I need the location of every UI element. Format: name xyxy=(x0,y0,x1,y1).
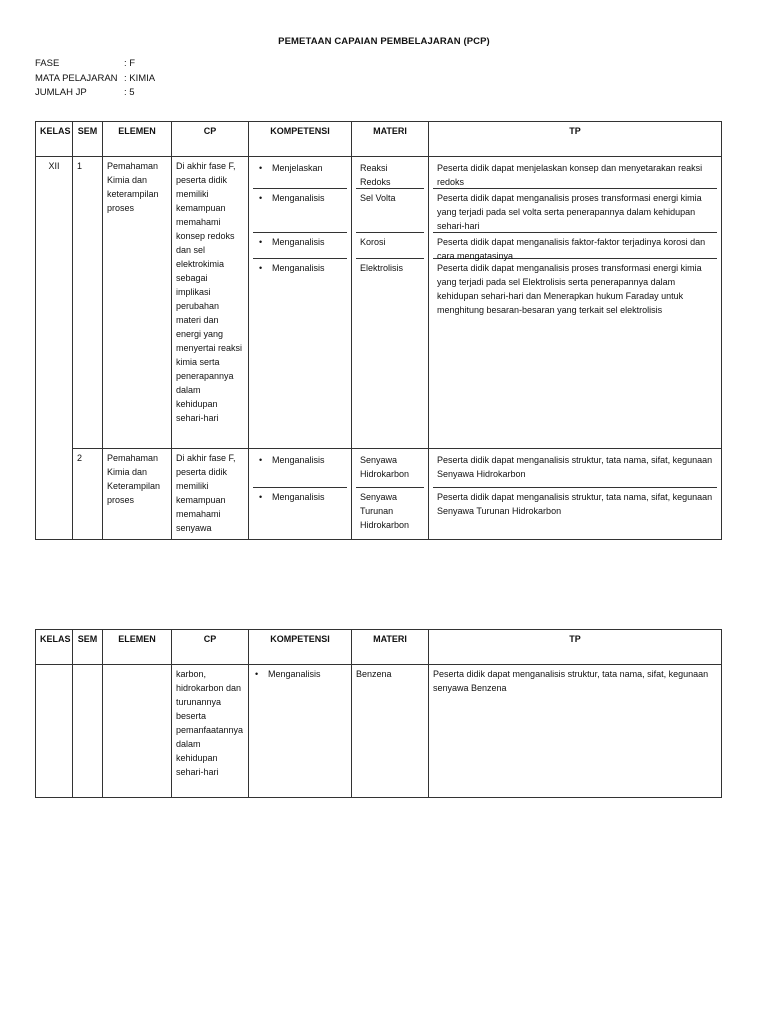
header-materi: MATERI xyxy=(352,122,429,157)
cell-kompetensi xyxy=(249,665,352,798)
materi-text: Sel Volta xyxy=(356,188,424,232)
kompetensi-text: Menganalisis xyxy=(268,669,321,679)
meta-value: : 5 xyxy=(124,87,135,98)
materi-text: Senyawa Hidrokarbon xyxy=(360,455,410,479)
cell-cp: Di akhir fase F, peserta didik memiliki kemampuan memahami senyawa xyxy=(172,449,249,540)
cell-materi-group xyxy=(352,157,429,449)
page-title: PEMETAAN CAPAIAN PEMBELAJARAN (PCP) xyxy=(278,36,490,47)
pcp-table-2 xyxy=(35,629,722,798)
bullet-icon: • xyxy=(255,669,259,679)
list-item xyxy=(253,232,347,258)
header-sem: SEM xyxy=(73,630,103,665)
header-elemen: ELEMEN xyxy=(103,122,172,157)
cell-cp: karbon, hidrokarbon dan turunannya beserta pemanfaatannya dalam kehidupan sehari-hari xyxy=(172,665,249,798)
meta-row-fase xyxy=(35,57,155,72)
header-materi: MATERI xyxy=(352,630,429,665)
header-sem: SEM xyxy=(73,122,103,157)
header-kelas: KELAS xyxy=(36,122,73,157)
header-tp: TP xyxy=(429,122,722,157)
kompetensi-text: Menjelaskan xyxy=(272,163,323,173)
list-item xyxy=(253,258,347,446)
table-row xyxy=(36,665,722,798)
bullet-icon: • xyxy=(259,163,263,173)
cell-elemen: Pemahaman Kimia dan keterampilan proses xyxy=(103,157,172,449)
cell-tp-group xyxy=(429,449,722,540)
list-item xyxy=(253,159,347,188)
meta-label: FASE xyxy=(35,58,60,69)
pcp-table-1 xyxy=(35,121,722,540)
tp-text: Peserta didik dapat menganalisis proses transformasi energi kimia yang terjadi pada sel volta serta penerapannya dalam kehidupan sehari-hari xyxy=(433,188,717,232)
materi-text: Senyawa Turunan Hidrokarbon xyxy=(356,487,424,537)
cell-kelas: XII xyxy=(36,157,73,540)
header-cp: CP xyxy=(172,122,249,157)
tp-text: Peserta didik dapat menganalisis faktor-faktor terjadinya korosi dan cara mengatasinya xyxy=(433,232,717,258)
cell-tp-group xyxy=(429,157,722,449)
bullet-icon: • xyxy=(259,455,263,465)
cell-elemen xyxy=(103,665,172,798)
tp-text: Peserta didik dapat menganalisis struktur, tata nama, sifat, kegunaan Senyawa Hidrokarbon xyxy=(437,455,713,479)
meta-label: JUMLAH JP xyxy=(35,87,87,98)
cell-tp: Peserta didik dapat menganalisis struktur, tata nama, sifat, kegunaan senyawa Benzena xyxy=(429,665,722,798)
header-cp: CP xyxy=(172,630,249,665)
header-kelas: KELAS xyxy=(36,630,73,665)
cell-kompetensi-group xyxy=(249,449,352,540)
cell-elemen: Pemahaman Kimia dan Keterampilan proses xyxy=(103,449,172,540)
list-item xyxy=(253,451,347,487)
meta-value: : KIMIA xyxy=(124,72,156,84)
kompetensi-text: Menganalisis xyxy=(272,193,325,203)
meta-row-jumlah-jp xyxy=(35,86,155,101)
bullet-icon: • xyxy=(259,492,263,502)
cell-sem xyxy=(73,665,103,798)
bullet-icon: • xyxy=(259,263,263,273)
cell-kelas xyxy=(36,665,73,798)
bullet-icon: • xyxy=(259,237,263,247)
materi-text: Elektrolisis xyxy=(356,258,424,446)
table-row xyxy=(36,157,722,449)
cell-cp: Di akhir fase F, peserta didik memiliki kemampuan memahami konsep redoks dan sel elektrokimia sebagai implikasi perubahan materi dan energi yang menyertai reaksi kimia serta penerapannya dalam kehidupan sehari-hari xyxy=(172,157,249,449)
document-meta xyxy=(35,57,155,101)
tp-text: Peserta didik dapat menjelaskan konsep dan menyetarakan reaksi redoks xyxy=(437,163,703,187)
meta-label: MATA PELAJARAN xyxy=(35,72,118,84)
table-header-row xyxy=(36,122,722,157)
header-kompetensi: KOMPETENSI xyxy=(249,630,352,665)
materi-text: Korosi xyxy=(356,232,424,258)
cell-sem: 1 xyxy=(73,157,103,449)
table-row xyxy=(36,449,722,540)
cell-materi: Benzena xyxy=(352,665,429,798)
header-kompetensi: KOMPETENSI xyxy=(249,122,352,157)
kompetensi-text: Menganalisis xyxy=(272,455,325,465)
materi-text: Reaksi Redoks xyxy=(360,163,391,187)
header-elemen: ELEMEN xyxy=(103,630,172,665)
header-tp: TP xyxy=(429,630,722,665)
kompetensi-text: Menganalisis xyxy=(272,492,325,502)
cell-sem: 2 xyxy=(73,449,103,540)
list-item xyxy=(253,188,347,232)
cell-kompetensi-group xyxy=(249,157,352,449)
table-header-row xyxy=(36,630,722,665)
kompetensi-text: Menganalisis xyxy=(272,237,325,247)
kompetensi-text: Menganalisis xyxy=(272,263,325,273)
meta-value: : F xyxy=(124,58,136,69)
list-item xyxy=(253,487,347,537)
bullet-icon: • xyxy=(259,193,263,203)
tp-text: Peserta didik dapat menganalisis struktur, tata nama, sifat, kegunaan Senyawa Turunan Hidrokarbon xyxy=(433,487,717,537)
tp-text: Peserta didik dapat menganalisis proses transformasi energi kimia yang terjadi pada sel Elektrolisis serta penerapannya dalam kehidupan sehari-hari dan Menerapkan hukum Faraday untuk menghitung besaran-besaran yang terkait sel elektrolisis xyxy=(433,258,717,446)
meta-row-mata-pelajaran xyxy=(35,72,155,87)
cell-materi-group xyxy=(352,449,429,540)
